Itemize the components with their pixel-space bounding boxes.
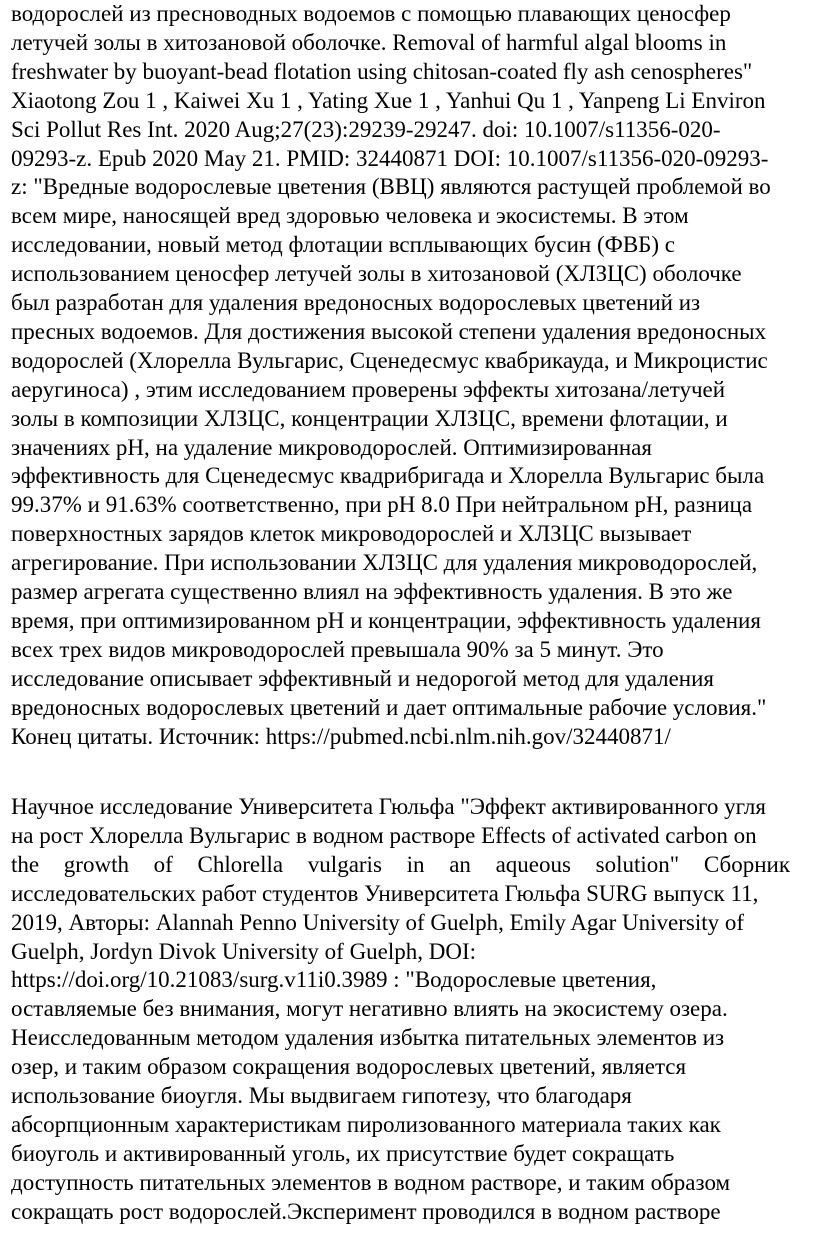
text-line: абсорпционным характеристикам пиролизованного материала таких как	[11, 1111, 721, 1137]
text-line: 09293-z. Epub 2020 May 21. PMID: 32440871 DOI: 10.1007/s11356-020-09293-	[11, 145, 769, 171]
text-line: значениях pH, на удаление микроводорослей. Оптимизированная	[11, 434, 652, 460]
text-line: на рост Хлорелла Вульгарис в водном растворе Effects of activated carbon on	[11, 822, 757, 848]
text-line: Guelph, Jordyn Divok University of Guelph, DOI:	[11, 938, 477, 964]
text-line: аеругиноса) , этим исследованием проверены эффекты хитозана/летучей	[11, 376, 726, 402]
text-line: золы в композиции ХЛЗЦС, концентрации ХЛЗЦС, времени флотации, и	[11, 405, 728, 431]
text-line: вредоносных водорослевых цветений и дает оптимальные рабочие условия."	[11, 694, 767, 720]
text-line: использованием ценосфер летучей золы в хитозановой (ХЛЗЦС) оболочке	[11, 261, 742, 287]
text-line: исследовании, новый метод флотации всплывающих бусин (ФВБ) с	[11, 232, 675, 258]
text-line: Конец цитаты. Источник: https://pubmed.ncbi.nlm.nih.gov/32440871/	[11, 723, 671, 749]
text-line: время, при оптимизированном pH и концентрации, эффективность удаления	[11, 607, 761, 633]
text-line: размер агрегата существенно влиял на эффективность удаления. В это же	[11, 579, 733, 604]
text-line: Неисследованным методом удаления избытка питательных элементов из	[11, 1025, 725, 1051]
text-line: доступность питательных элементов в водном растворе, и таким образом	[11, 1169, 731, 1195]
text-line: Xiaotong Zou 1 , Kaiwei Xu 1 , Yating Xue 1 , Yanhui Qu 1 , Yanpeng Li Environ	[11, 87, 766, 113]
text-line: летучей золы в хитозановой оболочке. Removal of harmful algal blooms in	[11, 29, 727, 55]
text-line: исследовательских работ студентов Университета Гюльфа SURG выпуск 11,	[11, 880, 759, 906]
text-line: 99.37% и 91.63% соответственно, при pH 8.0 При нейтральном pH, разница	[11, 492, 753, 518]
text-line: Научное исследование Университета Гюльфа "Эффект активированного угля	[11, 794, 766, 819]
text-line: z: "Вредные водорослевые цветения (ВВЦ) являются растущей проблемой во	[11, 174, 771, 200]
text-line: оставляемые без внимания, могут негативно влиять на экосистему озера.	[11, 996, 728, 1022]
text-line: использование биоугля. Мы выдвигаем гипотезу, что благодаря	[11, 1083, 632, 1108]
text-line: агрегирование. При использовании ХЛЗЦС для удаления микроводорослей,	[11, 550, 758, 576]
text-line: всем мире, наносящей вред здоровью человека и экосистемы. В этом	[11, 203, 689, 229]
text-line: водорослей (Хлорелла Вульгарис, Сценедесмус квабрикауда, и Микроцистис	[11, 347, 768, 373]
text-line: озер, и таким образом сокращения водорослевых цветений, является	[11, 1054, 687, 1080]
text-line: биоуголь и активированный уголь, их присутствие будет сокращать	[11, 1140, 675, 1166]
text-line: всех трех видов микроводорослей превышала 90% за 5 минут. Это	[11, 636, 664, 662]
text-line: freshwater by buoyant-bead flotation using chitosan-coated fly ash cenospheres"	[11, 58, 753, 84]
text-line: эффективность для Сценедесмус квадрибригада и Хлорелла Вульгарис была	[11, 463, 765, 489]
text-line: Sci Pollut Res Int. 2020 Aug;27(23):29239-29247. doi: 10.1007/s11356-020-	[11, 116, 721, 142]
text-line: the growth of Chlorella vulgaris in an aqueous solution" Сборник	[11, 851, 790, 877]
text-line: водорослей из пресноводных водоемов с помощью плавающих ценосфер	[11, 1, 731, 26]
text-line: https://doi.org/10.21083/surg.v11i0.3989 : "Водорослевые цветения,	[11, 967, 657, 993]
text-line: исследование описывает эффективный и недорогой метод для удаления	[11, 665, 714, 691]
text-line: пресных водоемов. Для достижения высокой степени удаления вредоносных	[11, 318, 767, 344]
text-line: поверхностных зарядов клеток микроводорослей и ХЛЗЦС вызывает	[11, 521, 692, 547]
text-line: 2019, Авторы: Alannah Penno University of Guelph, Emily Agar University of	[11, 909, 745, 935]
text-line: сокращать рост водорослей.Эксперимент проводился в водном растворе	[11, 1198, 721, 1224]
text-line: был разработан для удаления вредоносных водорослевых цветений из	[11, 290, 701, 315]
